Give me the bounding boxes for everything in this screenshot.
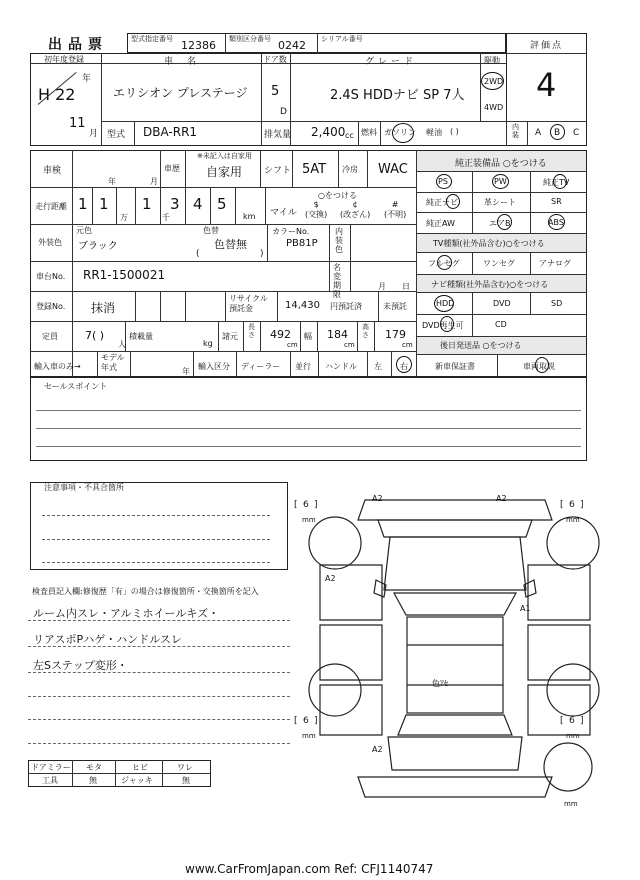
mark-left: A2: [325, 574, 336, 583]
shaken-year: 年: [108, 177, 116, 186]
tire-depth-rl: 6: [303, 716, 309, 726]
width-label: 幅: [304, 332, 312, 341]
fuel-gasoline: ガソリン: [384, 128, 416, 137]
jack-value: 無: [182, 776, 190, 785]
km-label: km: [243, 212, 256, 221]
drive-label: 駆動: [484, 56, 500, 65]
equip-leather: 革シート: [484, 198, 516, 207]
navi-dvd-play: DVD再生可: [422, 321, 464, 330]
tire-depth-rl-unit: mm: [302, 732, 316, 740]
right-side: [528, 565, 590, 620]
shaken-month: 月: [150, 177, 158, 186]
equip-navi: 純正ナビ: [426, 198, 458, 207]
import-parallel: 並行: [295, 362, 311, 371]
capacity-label: 定員: [42, 332, 58, 341]
inspector-line-2: リアスポPハゲ・ハンドルスレ: [33, 633, 182, 646]
navi-hdd: HDD: [436, 299, 455, 308]
shaken-label: 車検: [43, 166, 62, 176]
name-change-label: 名変期限: [333, 263, 341, 299]
inspector-line-1: ルーム内スレ・アルミホイールキズ・: [33, 607, 220, 620]
interior-b-circle: [550, 124, 565, 140]
post-items-label: 後日発送品 ○をつける: [440, 341, 522, 350]
tools-label: 工具: [42, 776, 58, 785]
tire-depth-fl-unit: mm: [302, 516, 316, 524]
jack-label: ジャッキ: [121, 776, 153, 785]
navi-sd: SD: [551, 299, 563, 308]
inspector-line-3: 左Sステップ変形・: [33, 659, 128, 672]
front-bumper: [358, 500, 552, 520]
recycle-status: 円預託済: [330, 302, 362, 311]
dims-label: 諸元: [222, 332, 238, 341]
chassis-value: RR1-1500021: [83, 268, 166, 282]
fuel-label: 燃料: [361, 128, 377, 137]
fuel-gasoline-circle: [392, 123, 414, 143]
spare-tire: [544, 743, 592, 791]
mark-rear: A2: [372, 745, 383, 754]
first-reg-month-suffix: 月: [89, 129, 99, 139]
mileage-digit-6: 5: [217, 195, 227, 213]
grade-value: 2.4S HDDナビ SP 7人: [330, 88, 465, 103]
model-year-suffix: 年: [182, 367, 190, 376]
first-reg-year-suffix: 年: [82, 74, 92, 84]
genuine-equipment-label: 純正装備品 ○をつける: [455, 159, 547, 169]
tire-front-left: [309, 517, 361, 569]
not-deposited: 未預託: [383, 302, 407, 311]
mileage-digit-2: 1: [99, 195, 109, 213]
sales-points-box: [30, 377, 587, 461]
equip-tv: 純正TV: [543, 178, 570, 187]
watermark-footer: www.CarFromJapan.com Ref: CFJ1140747: [185, 862, 434, 876]
height-label: 高さ: [362, 323, 369, 339]
first-reg-era-year: H 22: [38, 85, 76, 104]
color-change-label: 色替: [203, 226, 219, 235]
handle-right-circle: [396, 356, 412, 373]
color-fade-note: 色ｱｾ: [432, 679, 448, 688]
ac-label: 冷房: [342, 165, 358, 174]
odometer-exchanged: $ (交換): [305, 200, 328, 219]
height-unit: cm: [402, 341, 413, 349]
doors-suffix: D: [280, 107, 287, 117]
sheet-title: 出品票: [48, 37, 108, 53]
orig-color-value: ブラック: [78, 241, 118, 252]
tire-depth-rr: 6: [569, 716, 575, 726]
model-designation-value: 12386: [181, 39, 216, 52]
hood: [384, 537, 526, 590]
width-unit: cm: [344, 341, 355, 349]
equip-ps: PS: [438, 177, 448, 186]
mileage-digit-5: 4: [193, 195, 203, 213]
mileage-label: 走行距離: [35, 202, 67, 211]
first-reg-month: 11: [69, 116, 86, 131]
load-label: 積載量: [129, 332, 153, 341]
navi-cd: CD: [495, 320, 507, 329]
classification-label: 類別区分番号: [229, 35, 271, 43]
recycle-label: リサイクル 預託金: [229, 294, 268, 313]
navi-dvd: DVD: [493, 299, 511, 308]
shift-label: シフト: [264, 166, 292, 176]
color-no-value: PB81P: [286, 238, 318, 249]
recycle-value: 14,430: [285, 300, 320, 311]
length-unit: cm: [287, 341, 298, 349]
interior-label: 内装: [512, 123, 519, 139]
width-value: 184: [327, 328, 348, 341]
history-value: 自家用: [206, 165, 243, 179]
orig-color-label: 元色: [76, 226, 92, 235]
displacement-unit: cc: [345, 131, 354, 140]
equip-sr: SR: [551, 197, 562, 206]
post-manual: 車両取説: [523, 362, 555, 371]
notes-box: [30, 482, 288, 570]
model-year-label: モデル 年式: [101, 353, 125, 372]
mileage-digit-3: 1: [142, 195, 152, 213]
door-mirror-value: モタ: [86, 763, 102, 772]
first-reg-label: 初年度登録: [44, 55, 84, 64]
navi-type-label: ナビ種類(社外品含む)○をつける: [431, 280, 549, 289]
tire-rear-right: [547, 664, 599, 716]
model-designation-label: 型式指定番号: [131, 35, 173, 43]
shift-value: 5AT: [302, 162, 327, 177]
color-no-label: カラーNo.: [272, 227, 310, 236]
length-label: 長さ: [248, 323, 255, 339]
chassis-label: 車台No.: [36, 272, 66, 281]
drive-2wd: 2WD: [484, 77, 504, 86]
import-type-label: 輸入区分: [198, 362, 230, 371]
car-damage-diagram: [290, 485, 620, 815]
roof: [407, 617, 503, 713]
notes-label: 注意事項・不具合箇所: [44, 483, 124, 492]
break-label: ワレ: [177, 763, 193, 772]
tire-front-right: [547, 517, 599, 569]
exterior-color-label: 外装色: [38, 238, 62, 247]
odometer-unknown: # (不明): [384, 200, 407, 219]
doors-label: ドア数: [263, 55, 287, 64]
tire-depth-fr: 6: [569, 500, 575, 510]
post-warranty: 新車保証書: [435, 362, 475, 371]
odometer-mile: マイル: [270, 208, 297, 218]
odometer-altered: ¢ (改ざん): [340, 200, 371, 219]
capacity-value: 7( ): [85, 329, 105, 342]
tire-rear-left: [309, 664, 361, 716]
score-value: 4: [536, 66, 557, 104]
mark-front-b: A2: [496, 494, 507, 503]
import-label: 輸入車のみ→: [34, 362, 81, 371]
crack-label: ヒビ: [132, 763, 148, 772]
doors-value: 5: [271, 84, 280, 99]
equip-abs: ABS: [548, 218, 564, 227]
length-value: 492: [270, 328, 291, 341]
tv-type-label: TV種類(社外品含む)○をつける: [433, 239, 545, 248]
color-change-value: 色替無: [214, 238, 247, 251]
grade-label: グレード: [365, 57, 418, 67]
handle-label: ハンドル: [325, 362, 357, 371]
tire-depth-rr-unit: mm: [566, 732, 580, 740]
mark-right: A1: [520, 604, 531, 613]
tv-full-seg: フルセグ: [428, 259, 460, 268]
mileage-digit-4: 3: [170, 195, 180, 213]
reg-no-label: 登録No.: [36, 302, 66, 311]
import-dealer: ディーラー: [241, 362, 281, 371]
odometer-mark-label: ○をつける: [318, 191, 357, 200]
drive-4wd: 4WD: [484, 103, 504, 112]
displacement-label: 排気量: [264, 130, 292, 140]
interior-c: C: [573, 128, 580, 138]
man-label: 万: [120, 213, 128, 222]
name-change-day: 日: [402, 282, 410, 291]
fuel-diesel: 軽油: [426, 128, 442, 137]
tools-value: 無: [89, 776, 97, 785]
car-name-value: エリシオン プレステージ: [113, 86, 248, 100]
history-label: 車歴: [164, 164, 180, 173]
rear-bumper: [358, 777, 552, 797]
sen-label: 千: [162, 213, 170, 222]
tire-depth-fr-unit: mm: [566, 516, 580, 524]
classification-value: 0242: [278, 39, 306, 52]
sales-points-label: セールスポイント: [44, 382, 108, 391]
tv-analog: アナログ: [539, 259, 571, 268]
car-name-label: 車名: [164, 57, 211, 67]
capacity-unit: 人: [118, 340, 126, 349]
equip-pw: PW: [494, 177, 507, 186]
load-unit: kg: [203, 339, 213, 348]
interior-a: A: [535, 128, 542, 138]
score-label: 評価点: [530, 41, 564, 51]
tire-depth-fl: 6: [303, 500, 309, 510]
serial-label: シリアル番号: [321, 35, 363, 43]
ac-value: WAC: [378, 162, 408, 177]
interior-color-label: 内装色: [335, 227, 343, 254]
type-value: DBA-RR1: [143, 125, 198, 139]
name-change-month: 月: [378, 282, 386, 291]
equip-aw: 純正AW: [426, 219, 455, 228]
handle-left: 左: [374, 362, 382, 371]
handle-right: 右: [400, 362, 408, 371]
mark-front-a: A2: [372, 494, 383, 503]
equip-airbag: エアB: [489, 219, 511, 228]
interior-b: B: [554, 128, 561, 138]
reg-no-value: 抹消: [91, 301, 116, 315]
drive-2wd-circle: [481, 72, 504, 90]
type-label: 型式: [107, 130, 126, 140]
spare-tire-unit: mm: [564, 800, 578, 808]
displacement-value: 2,400: [311, 125, 346, 139]
height-value: 179: [385, 328, 406, 341]
inspector-label: 検査員記入欄:修復歴「有」の場合は修復箇所・交換箇所を記入: [32, 587, 259, 596]
mileage-digit-1: 1: [78, 195, 88, 213]
door-mirror-label: ドアミラー: [31, 763, 71, 772]
history-note: ※未記入は自家用: [197, 152, 252, 160]
tv-one-seg: ワンセグ: [483, 259, 515, 268]
fuel-extra: ( ): [450, 127, 459, 136]
